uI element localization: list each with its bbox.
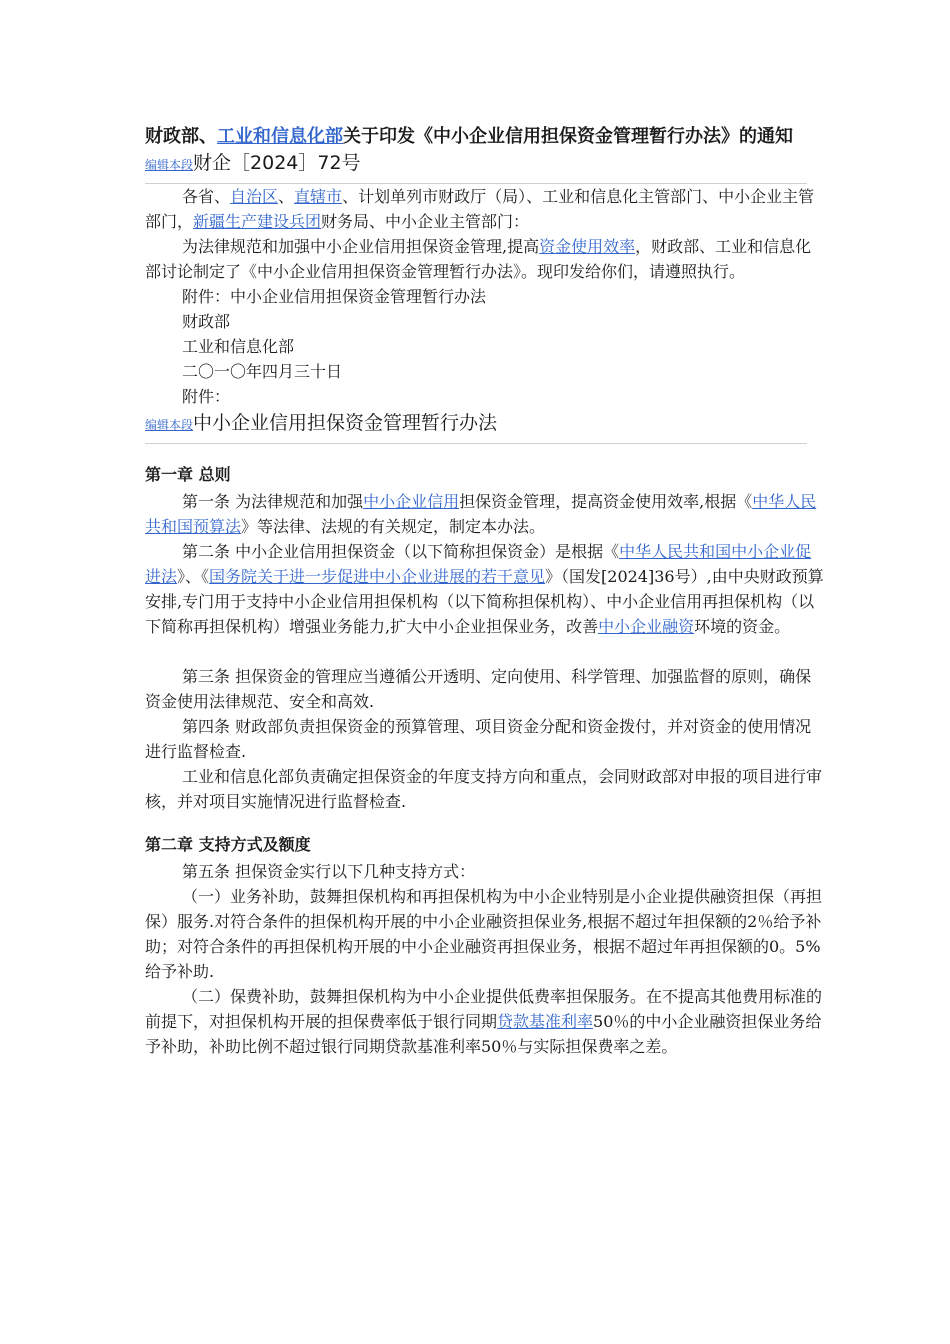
article-5: 第五条 担保资金实行以下几种支持方式： — [182, 862, 476, 881]
article-1: 第一条 为法律规范和加强中小企业信用担保资金管理，提高资金使用效率,根据《中华人民共和国预算法》等法律、法规的有关规定，制定本办法。 — [145, 492, 817, 536]
measures-heading — [145, 409, 825, 439]
signature-mof: 财政部 — [182, 312, 231, 331]
measures-title: 中小企业信用担保资金管理暂行办法 — [193, 412, 498, 434]
article-3: 第三条 担保资金的管理应当遵循公开透明、定向使用、科学管理、加强监督的原则，确保资金使用法律规范、安全和高效. — [145, 667, 812, 711]
edit-section-link-2[interactable]: 编辑本段 — [145, 418, 194, 432]
title-prefix: 财政部、 — [145, 126, 217, 147]
article-5-item-1: （一）业务补助，鼓舞担保机构和再担保机构为中小企业特别是小企业提供融资担保（再担保）服务.对符合条件的担保机构开展的中小企业融资担保业务,根据不超过年担保额的2％给予补助；对符合条件的再担保机构开展的中小企业融资再担保业务，根据不超过年再担保额的0。5%给予补助. — [145, 887, 823, 981]
doc-number: 财企［2024］72号 — [193, 152, 361, 174]
link-fund-efficiency[interactable]: 资金使用效率 — [539, 237, 636, 256]
notice-paragraph: 为法律规范和加强中小企业信用担保资金管理,提高资金使用效率，财政部、工业和信息化部讨论制定了《中小企业信用担保资金管理暂行办法》。现印发给你们，请遵照执行。 — [145, 237, 812, 281]
link-sme-credit[interactable]: 中小企业信用 — [363, 492, 460, 511]
attachment-label: 附件： — [182, 387, 231, 406]
link-benchmark-rate[interactable]: 贷款基准利率 — [497, 1012, 594, 1031]
link-xinjiang-corps[interactable]: 新疆生产建设兵团 — [193, 212, 322, 231]
addressees-paragraph: 各省、自治区、直辖市、计划单列市财政厅（局）、工业和信息化主管部门、中小企业主管部门，新疆生产建设兵团财务局、中小企业主管部门： — [145, 187, 815, 231]
section-divider-2 — [145, 443, 807, 444]
doc-number-heading — [145, 149, 825, 179]
link-municipality[interactable]: 直辖市 — [294, 187, 343, 206]
chapter1-title: 第一章 总则 — [145, 465, 231, 484]
link-sme-financing[interactable]: 中小企业融资 — [598, 617, 695, 636]
document-title — [145, 124, 825, 149]
document-body — [145, 124, 825, 1059]
title-suffix: 关于印发《中小企业信用担保资金管理暂行办法》的通知 — [343, 126, 793, 147]
issue-date: 二〇一〇年四月三十日 — [182, 362, 343, 381]
link-autonomous-region[interactable]: 自治区 — [230, 187, 279, 206]
article-5-item-2: （二）保费补助，鼓舞担保机构为中小企业提供低费率担保服务。在不提高其他费用标准的前提下，对担保机构开展的担保费率低于银行同期贷款基准利率50％的中小企业融资担保业务给予补助，补助比例不超过银行同期贷款基准利率50％与实际担保费率之差。 — [145, 987, 823, 1056]
article-4: 第四条 财政部负责担保资金的预算管理、项目资金分配和资金拨付，并对资金的使用情况进行监督检查. — [145, 717, 812, 761]
chapter2-title: 第二章 支持方式及额度 — [145, 835, 311, 854]
title-link-miit[interactable]: 工业和信息化部 — [217, 126, 343, 147]
attachment-line: 附件：中小企业信用担保资金管理暂行办法 — [182, 287, 487, 306]
edit-section-link[interactable]: 编辑本段 — [145, 158, 194, 172]
link-sme-promotion-law[interactable]: 中华人民共和国中小企业促进法 — [145, 542, 812, 586]
article-2: 第二条 中小企业信用担保资金（以下简称担保资金）是根据《中华人民共和国中小企业促进法》、《国务院关于进一步促进中小企业进展的若干意见》（国发[2024]36号）,由中央财政预算安排,专门用于支持中小企业信用担保机构（以下简称担保机构）、中小企业信用再担保机构（以下简称再担保机构）增强业务能力,扩大中小企业担保业务，改善中小企业融资环境的资金。 — [145, 542, 824, 636]
article-4-miit: 工业和信息化部负责确定担保资金的年度支持方向和重点，会同财政部对申报的项目进行审核，并对项目实施情况进行监督检查. — [145, 767, 823, 811]
link-budget-law[interactable]: 中华人民共和国预算法 — [145, 492, 817, 536]
signature-miit: 工业和信息化部 — [182, 337, 295, 356]
link-state-council-opinions[interactable]: 国务院关于进一步促进中小企业进展的若干意见 — [209, 567, 546, 586]
